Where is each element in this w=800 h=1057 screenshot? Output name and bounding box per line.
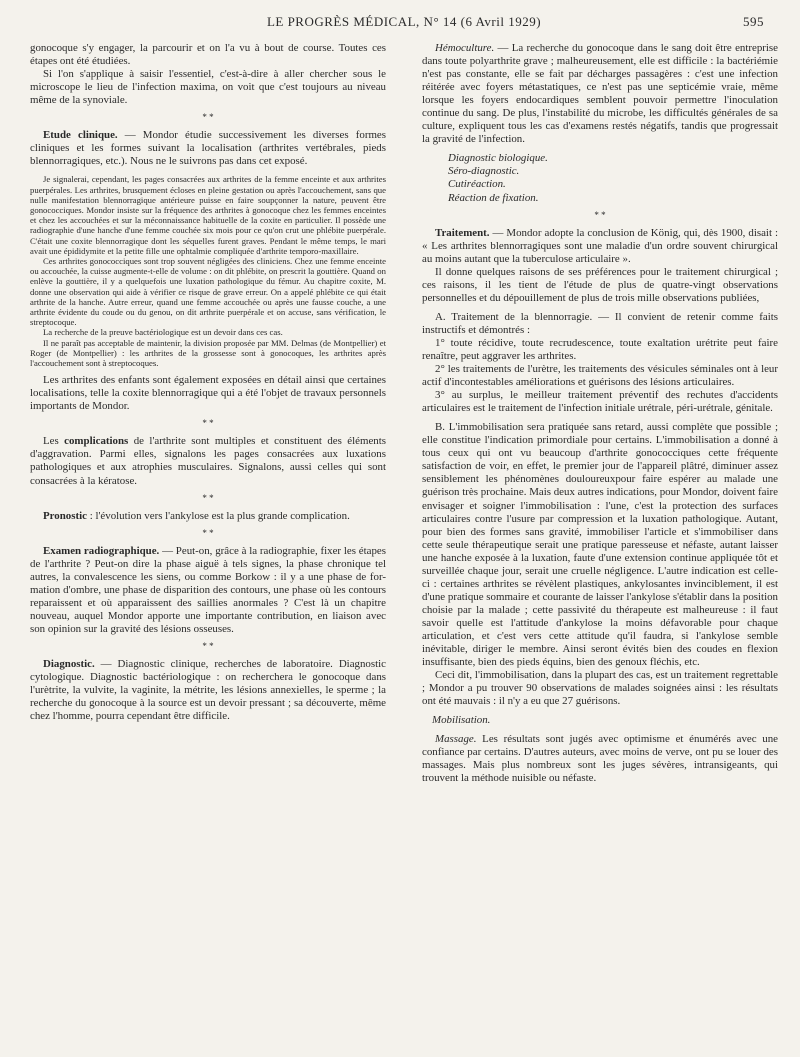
two-column-body (30, 42, 778, 785)
paragraph: Il donne quelques raisons de ses préférences pour le traitement chirurgical ; ces raisons, il les tient de l'étude de plus de quatre-vingt observations personnelles et du dépouillement de plus de trois mille observations publiées, (422, 265, 778, 304)
section-heading: Pronostic (43, 509, 87, 522)
section-separator: * * (202, 112, 214, 123)
paragraph: 1° toute récidive, toute recrudescence, toute exaltation urétrite peut faire renaître, peut aggraver les arthrites. (422, 336, 778, 362)
paragraph-immobilisation: B. L'immobilisation sera pratiquée sans retard, aussi complète que possible ; elle constitue l'indication primordiale pour certains. L'immobilisation a donné à tous ceux qui ont vu beaucoup d'arthrite gonococciques cette fréquente satisfaction de voir, en effet, le premier jour de l'appareil plâtré, diminuer assez sensiblement les phénomènes douloureuxpour faire espérer au malade une guérison très prochaine. Mais deux autres indications, pour Mondor, doivent faire envisager et soigner l'immobilisation : l'une, c'est la protection des surfaces articulaires contre l'usure par compression et la luxation pathologique. Autant, pour bien des formes sans gravité, immobiliser l'article et s'immobiliser dans cette seule thérapeutique serait une pratique paresseuse et néfaste, autant laisser une hanche exposée à la luxation, faute d'une extension continue appliquée tôt et surveillée chaque jour, serait une cruelle négligence. L'autre indication est celle-ci : certaines arthrites se révèlent plastiques, ankylosantes invinciblement, il est d'une pratique sommaire et courante de laisser l'ankylose s'établir dans la position choisie par la malade ; cette passivité du thérapeute est malheureuse : il faut savoir quelle est l'attitude d'ankylose la moins défavorable pour chaque articulation, et c'est vers cette attitude qu'il faudra, si l'ankylose semble inévitable, diriger le membre. Ainsi seront évités bien des coudes en flexion insuffisante, bien des pieds équins, bien des genoux fléchis, etc. (422, 421, 778, 669)
section-heading: Diagnostic. (43, 657, 95, 670)
section-separator: * * (202, 418, 214, 429)
paragraph: Si l'on s'applique à saisir l'essentiel, c'est-à-dire à aller chercher sous le microscope le lieu de l'infection maxima, on voit que c'est toujours au niveau même de la synoviale. (30, 68, 386, 107)
small-print-paragraph: La recherche de la preuve bactériologique est un devoir dans ces cas. (43, 327, 283, 338)
section-heading: complications (64, 435, 129, 448)
paragraph-complications: Les complications de l'arthrite sont multiples et constituent des éléments d'aggravation. Parmi elles, signalons les pages consacrées aux luxations pathologiques et aux atrophies musculaires. Signalons, aussi celles qui sont consacrées à la kératose. (30, 435, 386, 487)
subheading: Réaction de fixation. (448, 191, 539, 204)
paragraph: A. Traitement de la blennorragie. — Il convient de retenir comme faits instructifs et démontrés : (422, 310, 778, 336)
subheading: Diagnostic biologique. (448, 152, 548, 165)
subheading: Mobilisation. (432, 714, 491, 727)
small-print-paragraph: Je signalerai, cependant, les pages consacrées aux arthrites de la femme enceinte et aux arthrites puerpérales. Les arthrites, brusquement écloses en pleine gestation ou après l'accouchement, sans que nulle manifestation blennorragique antérieure puisse en faire soupçonner la nature, peuvent être gonococciques. Mondor insiste sur la fréquence des arthrites à gonocoque chez les femmes enceintes et chez les accouchées et sur la méconnaissance habituelle de la coxite en particulier. Il possède une radiographie d'une hanche d'une femme couchée six mois pour ce qu'on crut une phlébite puerpérale. C'était une coxite blennorragique dont les séquelles furent graves. Pendant le même temps, le mari avait une épididymite et la petite fille une ophtalmie compliquée d'arthrite temporo-maxillaire. (30, 174, 386, 256)
section-separator: * * (594, 209, 606, 220)
paragraph-hemoculture: Hémoculture. — La recherche du gonocoque dans le sang doit être entreprise dans toute polyarthrite grave ; malheureusement, elle est difficile : la bactériémie n'est pas constante, elle se fait par décharges passagères : c'est une infection réitérée avec foyers métastatiques, ce n'est pas une septicémie vraie, même lorsque les foyers endocardiques semblent pouvoir permettre l'inoculation continue du sang. De plus, l'instabilité du microbe, les difficultés générales de sa culture, expliquent tous les cas d'examens restés négatifs, tandis que progressait la gravité de l'infection. (422, 42, 778, 146)
page-number: 595 (743, 14, 764, 29)
section-separator: * * (202, 527, 214, 538)
small-print-paragraph: Il ne paraît pas acceptable de maintenir, la division proposée par MM. Delmas (de Montpellier) et Roger (de Montpellier) : les arthrites de la grossesse sont à gonocoques, les arthrites après l'accouchement sont à streptocoques. (30, 337, 386, 369)
paragraph-prognosis: Pronostic : l'évolution vers l'ankylose est la plus grande complication. (43, 509, 350, 522)
paragraph: Ceci dit, l'immobilisation, dans la plupart des cas, est un traitement regrettable ; Mondor a pu trouver 90 observations de malades soignées ainsi : les résultats ont été mauvais : il n'y a eu que 27 guérisons. (422, 669, 778, 708)
paragraph: gonocoque s'y engager, la parcourir et on l'a vu à bout de course. Toutes ces étapes ont été étudiées. (30, 42, 386, 68)
paragraph-diagnosis: Diagnostic. — Diagnostic clinique, recherches de laboratoire. Diagnostic cytologique. Diagnostic bactériologique : on recherchera le gonocoque dans l'urètrite, la vulvite, la vaginite, la métrite, les lésions annexielles, le sperme ; la recherche du gonocoque à la source est un devoir pressant ; sa découverte, même chez l'homme, pourra cependant être difficile. (30, 657, 386, 723)
section-heading: Traitement. (435, 226, 490, 239)
section-heading: Examen radiographique. (43, 544, 160, 557)
left-column (30, 42, 386, 785)
section-separator: * * (202, 492, 214, 503)
small-print-paragraph: Ces arthrites gonococciques sont trop souvent négligées des cliniciens. Chez une femme enceinte ou accouchée, la cuisse augmente-t-elle de volume : on dit phlébite, on prescrit la gouttière. Quand on enlève la gouttière, il y a quelquefois une luxation pathologique du fémur. Au chapitre coxite, M. donne une observation qui aide à vérifier ce risque de grave erreur. On a appelé phlébite ce qui était arthrite de la hanche. Autre erreur, quand une femme accouchée ou après une fausse couche, a une arthrite évidente du coude ou du genou, on dit arthrite puerpérale et on accuse, sans vérification, le streptocoque. (30, 256, 386, 328)
paragraph-clinical: Etude clinique. — Mondor étudie successivement les diverses formes cliniques et les formes suivant la localisation (arthrites vertébrales, pieds blennorragiques, etc.). Nous ne le suivrons pas dans cet exposé. (30, 129, 386, 168)
subheading: Cutiréaction. (448, 178, 506, 191)
paragraph: 2° les traitements de l'urètre, les traitements des vésicules séminales ont à leur actif d'incontestables améliorations et guérisons des lésions articulaires. (422, 363, 778, 389)
paragraph: 3° au surplus, le meilleur traitement préventif des rechutes d'accidents articulaires est le traitement de l'infection initiale urétrale, péri-urétrale, génitale. (422, 389, 778, 415)
right-column (422, 42, 778, 785)
section-heading: Hémoculture. (435, 42, 495, 54)
paragraph-treatment: Traitement. — Mondor adopte la conclusion de König, qui, dès 1900, disait : « Les arthrites blennorragiques sont une maladie d'un ordre souvent chirurgical au moins autant que la tuberculose articulaire ». (422, 226, 778, 265)
section-heading: Etude clinique. (43, 129, 118, 142)
paragraph: Les arthrites des enfants sont également exposées en détail ainsi que certaines localisations, telle la coxite blennorragique qui a été l'objet de travaux personnels importants de Mondor. (30, 374, 386, 413)
section-heading: Massage. (435, 733, 477, 746)
subheading: Séro-diagnostic. (448, 165, 520, 178)
running-header (30, 14, 778, 36)
section-separator: * * (202, 640, 214, 651)
journal-title: LE PROGRÈS MÉDICAL, N° 14 (6 Avril 1929) (266, 14, 542, 29)
paragraph-massage: Massage. Les résultats sont jugés avec optimisme et énumérés avec une confiance par certains. D'autres auteurs, avec moins de verve, ont pu se louer des massages. Mais plus nombreux sont les juges sévères, intransigeants, qui trouvent la méthode nuisible ou néfaste. (422, 733, 778, 785)
paragraph-radiography: Examen radiographique. — Peut-on, grâce à la radiographie, fixer les étapes de l'arthrite ? Peut-on dire la phase aiguë à tels signes, la phase chronique tel autres, la convalescence les siens, ou comme Borkow : il y a une phase de for-mation d'ombre, une phase de disparition des contours, une phase où les contours reparaissent et où apparaissent des saillies anormales ? C'est là un chapitre nouveau, auquel Mondor apporte une importante contribution, en liaison avec son opinion sur la gravité des lésions osseuses. (30, 544, 386, 635)
